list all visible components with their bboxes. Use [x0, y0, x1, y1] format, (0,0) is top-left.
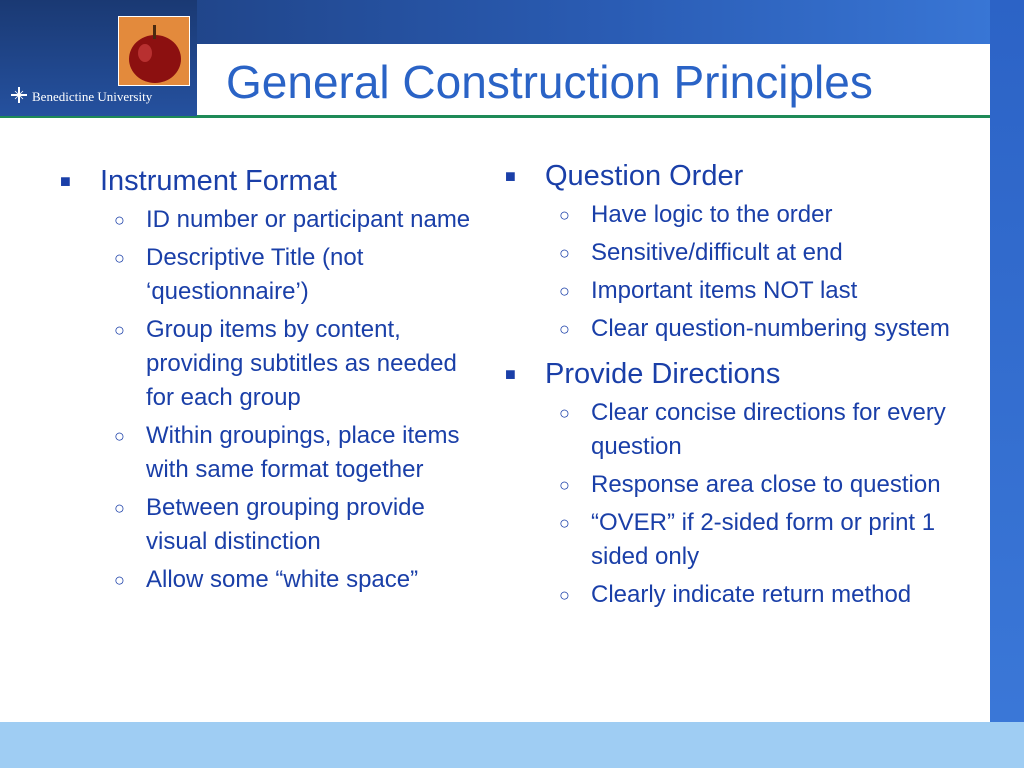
left-heading-text: Instrument Format — [100, 165, 337, 197]
slide-title: General Construction Principles — [226, 56, 873, 108]
ring-bullet-icon: ○ — [559, 319, 570, 339]
list-item — [60, 491, 485, 559]
right-band — [990, 0, 1024, 750]
list-item — [505, 312, 985, 346]
list-item — [60, 241, 485, 309]
list-item-text: Clear question-numbering system — [591, 315, 950, 342]
square-bullet-icon: ■ — [505, 364, 516, 384]
square-bullet-icon: ■ — [505, 166, 516, 186]
list-item-text: Important items NOT last — [591, 277, 858, 304]
right-heading-question-order — [505, 158, 985, 194]
list-item — [505, 506, 985, 574]
list-item-text: Within groupings, place items with same format together — [146, 422, 460, 483]
right-column — [505, 158, 985, 612]
list-item — [505, 578, 985, 612]
ring-bullet-icon: ○ — [114, 426, 125, 446]
list-item — [60, 419, 485, 487]
ring-bullet-icon: ○ — [559, 403, 570, 423]
list-item — [505, 468, 985, 502]
ring-bullet-icon: ○ — [114, 320, 125, 340]
university-logo — [10, 86, 152, 108]
ring-bullet-icon: ○ — [114, 210, 125, 230]
right-heading-provide-directions — [505, 356, 985, 392]
ring-bullet-icon: ○ — [559, 205, 570, 225]
list-item — [60, 203, 485, 237]
ring-bullet-icon: ○ — [114, 570, 125, 590]
apple-photo — [118, 16, 190, 86]
square-bullet-icon: ■ — [60, 171, 71, 191]
list-item-text: Allow some “white space” — [146, 566, 419, 593]
ring-bullet-icon: ○ — [559, 281, 570, 301]
list-item-text: “OVER” if 2-sided form or print 1 sided only — [591, 509, 936, 570]
list-item — [505, 198, 985, 232]
list-item — [505, 236, 985, 270]
cross-icon — [10, 86, 28, 108]
list-item-text: Clearly indicate return method — [591, 581, 912, 608]
list-item — [60, 563, 485, 597]
left-column — [60, 163, 485, 597]
left-heading — [60, 163, 485, 199]
list-item — [60, 313, 485, 415]
list-item-text: Descriptive Title (not ‘questionnaire’) — [146, 244, 364, 305]
list-item — [505, 396, 985, 464]
list-item-text: Clear concise directions for every question — [591, 399, 946, 460]
list-item-text: Have logic to the order — [591, 201, 833, 228]
right-heading-text: Provide Directions — [545, 358, 781, 390]
ring-bullet-icon: ○ — [559, 243, 570, 263]
right-heading-text: Question Order — [545, 160, 744, 192]
ring-bullet-icon: ○ — [559, 513, 570, 533]
list-item-text: Response area close to question — [591, 471, 941, 498]
list-item-text: ID number or participant name — [146, 206, 471, 233]
ring-bullet-icon: ○ — [559, 475, 570, 495]
footer-band — [0, 722, 1024, 768]
list-item-text: Group items by content, providing subtitles as needed for each group — [146, 316, 457, 411]
list-item — [505, 274, 985, 308]
ring-bullet-icon: ○ — [114, 248, 125, 268]
ring-bullet-icon: ○ — [114, 498, 125, 518]
university-name: Benedictine University — [32, 89, 153, 104]
list-item-text: Between grouping provide visual distinction — [146, 494, 425, 555]
list-item-text: Sensitive/difficult at end — [591, 239, 843, 266]
ring-bullet-icon: ○ — [559, 585, 570, 605]
